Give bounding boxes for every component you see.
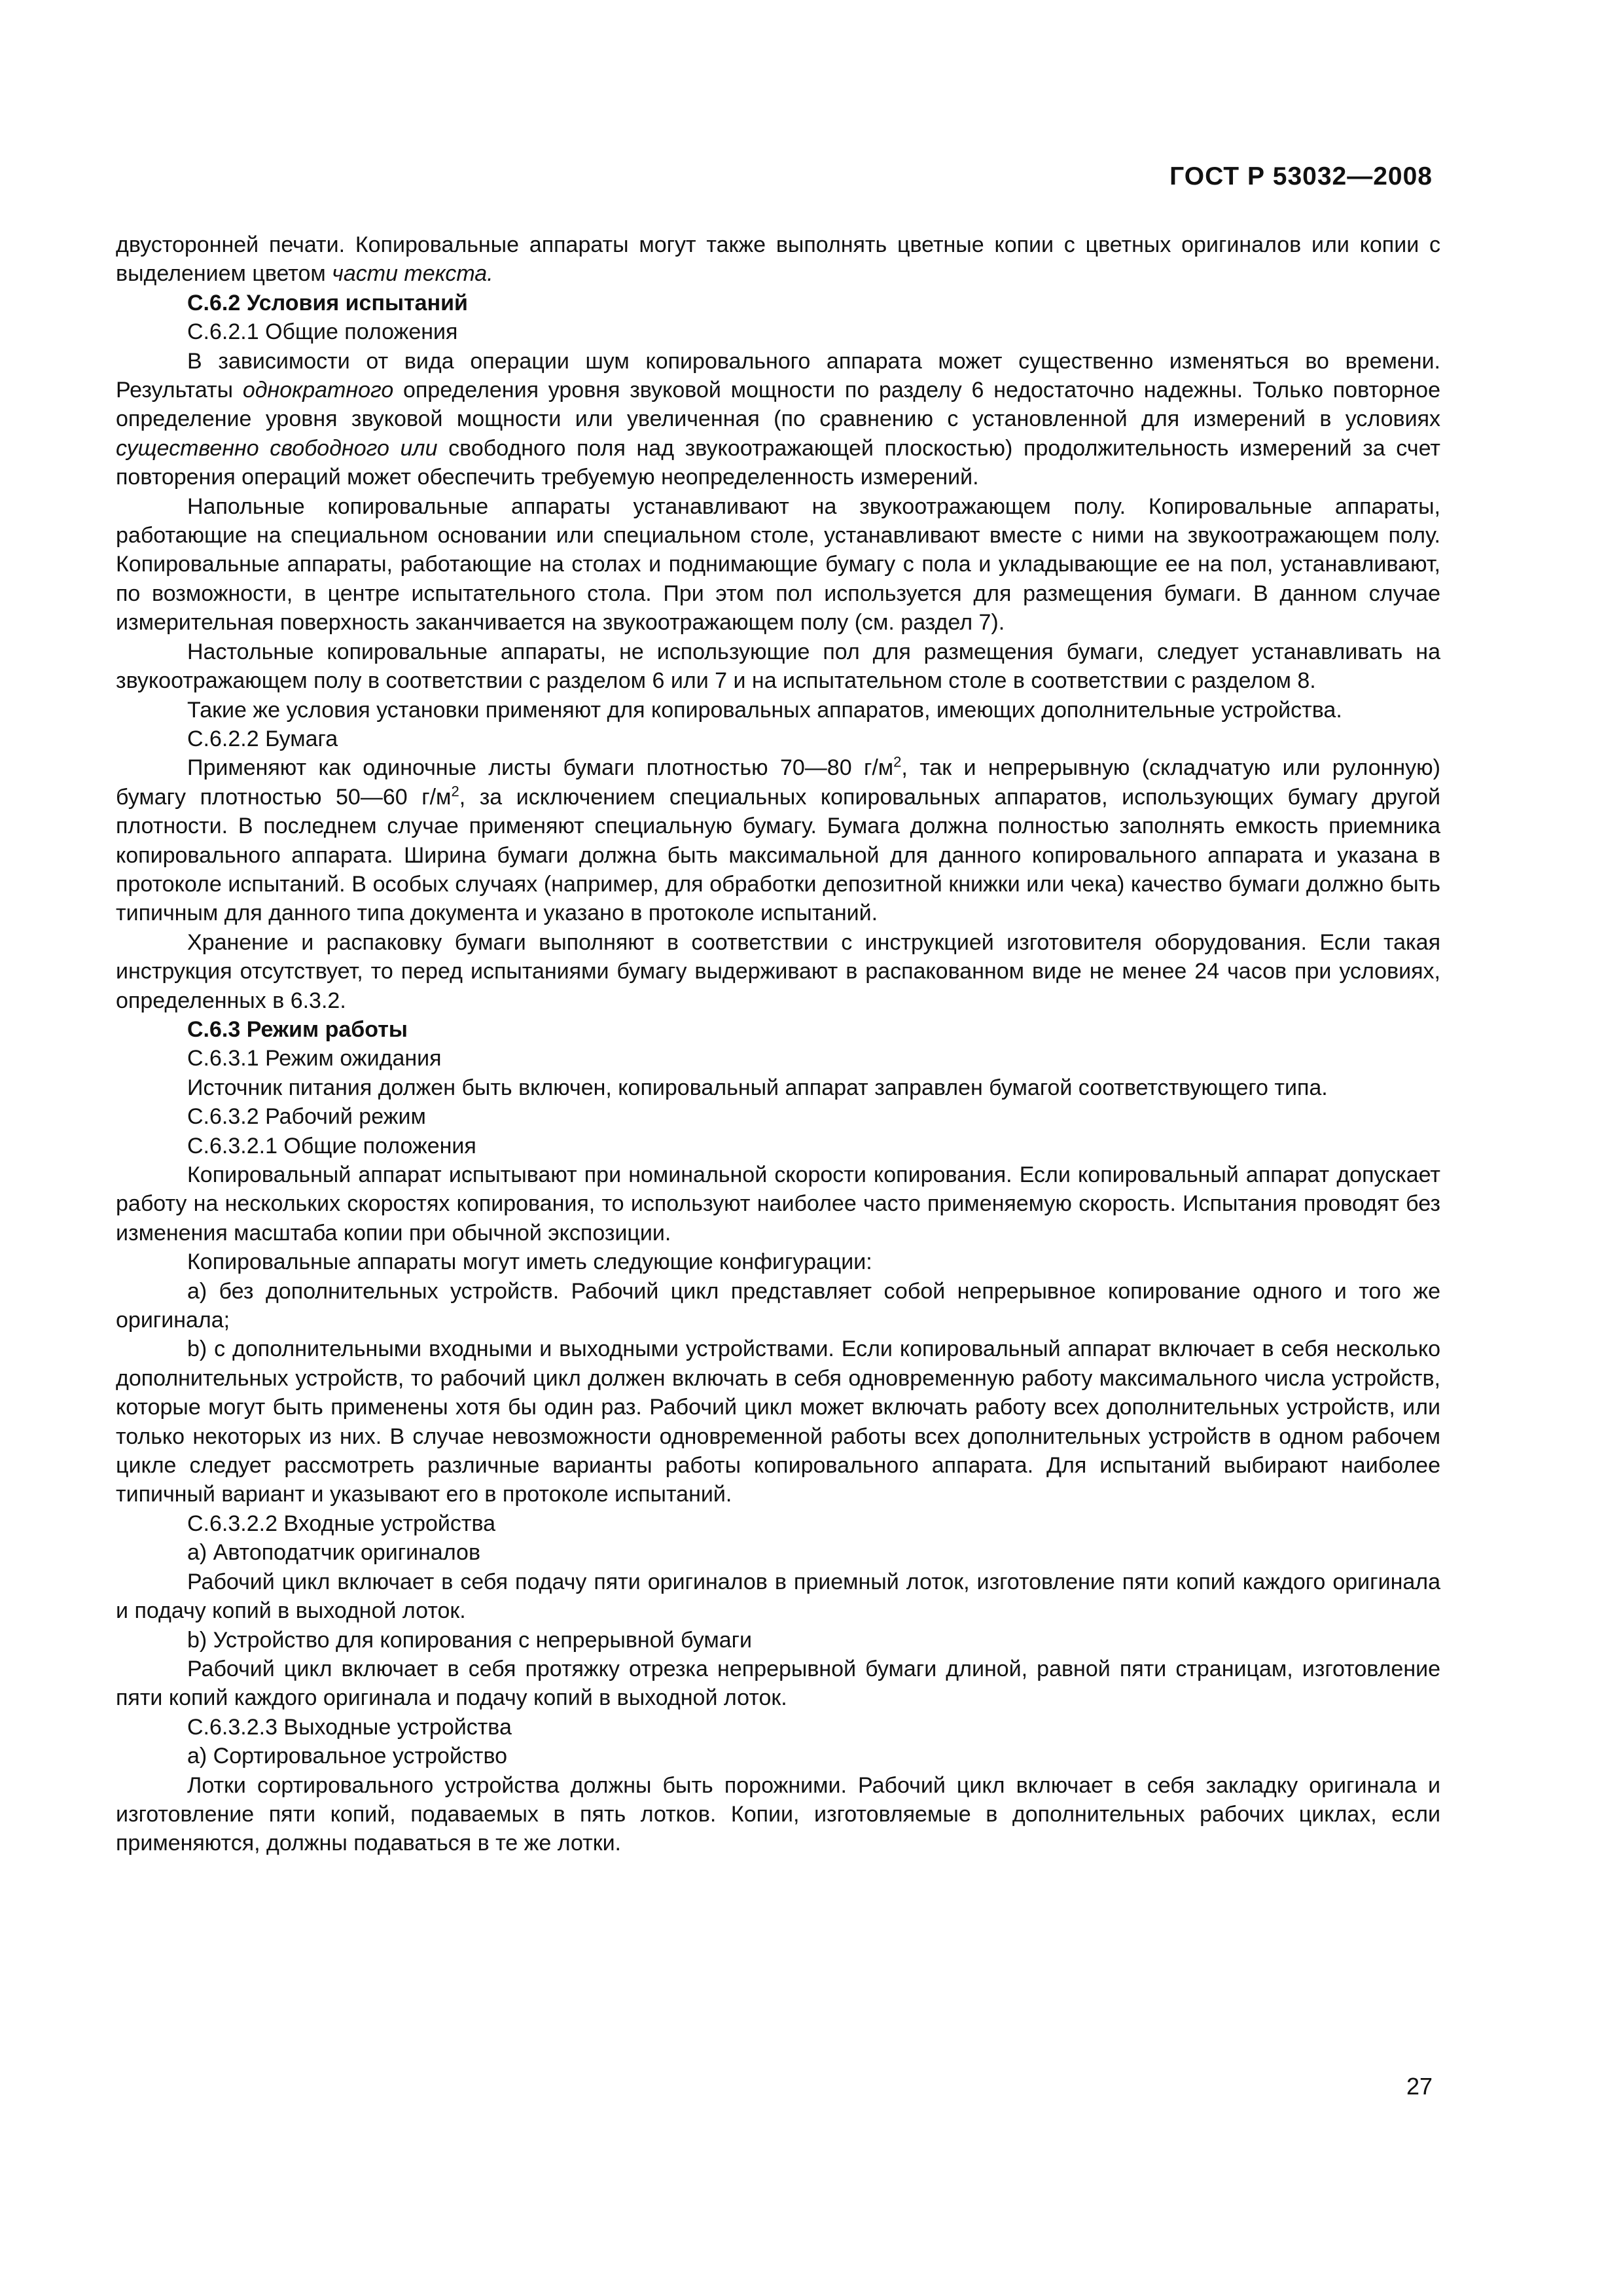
text-run: Источник питания должен быть включен, копировальный аппарат заправлен бумагой соответствующего типа. xyxy=(187,1075,1328,1100)
text-run: а) Автоподатчик оригиналов xyxy=(187,1540,481,1566)
paragraph xyxy=(116,1538,1440,1567)
paragraph xyxy=(116,753,1440,927)
text-run: С.6.2.2 Бумага xyxy=(187,726,338,751)
text-run: Копировальный аппарат испытывают при номинальной скорости копирования. Если копировальный аппарат допускает работу на нескольких скоростях копирования, то используют наиболее часто применяемую скорость. Испытания проводят без изменения масштаба копии при обычной экспозиции. xyxy=(116,1162,1440,1246)
paragraph xyxy=(116,1713,1440,1742)
italic-text: части текста. xyxy=(332,261,493,287)
text-run: Рабочий цикл включает в себя подачу пяти оригиналов в приемный лоток, изготовление пяти копий каждого оригинала и подачу копий в выходной лоток. xyxy=(116,1569,1440,1624)
text-run: Такие же условия установки применяют для копировальных аппаратов, имеющих дополнительные устройства. xyxy=(187,697,1342,723)
text-run: определения уровня звуковой мощности по разделу 6 недостаточно надежны. Только повторное определение уровня звуковой мощности или увеличенная (по сравнению с установленной для измерений в условиях xyxy=(116,378,1441,432)
text-run: В зависимости от вида операции шум копировального аппарата может существенно изменяться во времени. Результаты xyxy=(116,348,1440,403)
text-run: Хранение и распаковку бумаги выполняют в соответствии с инструкцией изготовителя оборудования. Если такая инструкция отсутствует, то перед испытаниями бумагу выдерживают в распакованном виде не менее 24 часов при условиях, определенных в 6.3.2. xyxy=(116,929,1440,1013)
text-run: С.6.3.2.2 Входные устройства xyxy=(187,1511,496,1536)
paragraph xyxy=(116,1132,1440,1160)
paragraph xyxy=(116,1073,1440,1102)
paragraph xyxy=(116,1509,1440,1538)
document-id-header: ГОСТ Р 53032—2008 xyxy=(1169,162,1433,190)
paragraph xyxy=(116,317,1440,346)
text-run: а) Сортировальное устройство xyxy=(187,1744,508,1769)
text-run: , так и непрерывную (складчатую или рулонную) бумагу плотностью 50—60 г/м xyxy=(116,755,1441,810)
text-run: С.6.2 Условия испытаний xyxy=(187,290,468,315)
text-run: Лотки сортировального устройства должны быть порожними. Рабочий цикл включает в себя закладку оригинала и изготовление пяти копий, подаваемых в пять лотков. Копии, изготовляемые в дополнительных рабочих циклах, если применяются, должны подаваться в те же лотки. xyxy=(116,1772,1440,1856)
paragraph xyxy=(116,637,1440,696)
text-run: Напольные копировальные аппараты устанавливают на звукоотражающем полу. Копировальные аппараты, работающие на специальном основании или специальном столе, устанавливают вместе с ними на звукоотражающем полу. Копировальные аппараты, работающие на столах и поднимающие бумагу с пола и укладывающие ее на пол, устанавливают, по возможности, в центре испытательного стола. При этом пол используется для размещения бумаги. В данном случае измерительная поверхность заканчивается на звукоотражающем полу (см. раздел 7). xyxy=(116,493,1440,636)
text-run: b) с дополнительными входными и выходными устройствами. Если копировальный аппарат включает в себя несколько дополнительных устройств, то рабочий цикл должен включать в себя одновременную работу максимального числа устройств, которые могут быть применены хотя бы один раз. Рабочий цикл может включать работу всех дополнительных устройств, или только некоторых из них. В случае невозможности одновременной работы всех дополнительных устройств в одном рабочем цикле следует рассмотреть различные варианты работы копировального аппарата. Для испытаний выбирают наиболее типичный вариант и указывают его в протоколе испытаний. xyxy=(116,1336,1440,1507)
text-run: а) без дополнительных устройств. Рабочий цикл представляет собой непрерывное копирование одного и того же оригинала; xyxy=(116,1278,1440,1333)
section-heading xyxy=(116,289,1440,317)
paragraph xyxy=(116,1247,1440,1276)
text-run: Настольные копировальные аппараты, не использующие пол для размещения бумаги, следует устанавливать на звукоотражающем полу в соответствии с разделом 6 или 7 и на испытательном столе в соответствии с разделом 8. xyxy=(116,639,1440,694)
paragraph xyxy=(116,696,1440,725)
text-run: С.6.3.2.3 Выходные устройства xyxy=(187,1714,512,1740)
italic-text: существенно свободного или xyxy=(116,435,438,461)
superscript: 2 xyxy=(893,753,902,770)
text-run: свободного поля над звукоотражающей плоскостью) продолжительность измерений за счет повторения операций может обеспечить требуемую неопределенность измерений. xyxy=(116,435,1440,490)
text-run: , за исключением специальных копировальных аппаратов, использующих бумагу другой плотности. В последнем случае применяют специальную бумагу. Бумага должна полностью заполнять емкость приемника копировального аппарата. Ширина бумаги должна быть максимальной для данного копировального аппарата и указана в протоколе испытаний. В особых случаях (например, для обработки депозитной книжки или чека) качество бумаги должно быть типичным для данного типа документа и указано в протоколе испытаний. xyxy=(116,784,1440,926)
text-run: двусторонней печати. Копировальные аппараты могут также выполнять цветные копии с цветных оригиналов или копии с выделением цветом xyxy=(116,232,1440,287)
paragraph xyxy=(116,1335,1440,1509)
paragraph xyxy=(116,1160,1440,1247)
section-heading xyxy=(116,1015,1440,1044)
paragraph xyxy=(116,1102,1440,1131)
paragraph xyxy=(116,492,1440,637)
paragraph xyxy=(116,347,1440,492)
paragraph xyxy=(116,725,1440,753)
document-body xyxy=(116,230,1440,1858)
paragraph xyxy=(116,1626,1440,1655)
text-run: С.6.3 Режим работы xyxy=(187,1016,408,1042)
italic-text: однократного xyxy=(242,378,394,403)
page-number: 27 xyxy=(1406,2073,1433,2100)
text-run: С.6.3.2 Рабочий режим xyxy=(187,1104,426,1130)
text-run: С.6.3.2.1 Общие положения xyxy=(187,1133,476,1158)
paragraph xyxy=(116,1742,1440,1770)
paragraph xyxy=(116,1044,1440,1073)
paragraph xyxy=(116,230,1440,289)
paragraph xyxy=(116,1277,1440,1335)
paragraph xyxy=(116,928,1440,1015)
text-run: Копировальные аппараты могут иметь следующие конфигурации: xyxy=(187,1249,872,1275)
paragraph xyxy=(116,1655,1440,1713)
text-run: С.6.3.1 Режим ожидания xyxy=(187,1046,442,1071)
text-run: Применяют как одиночные листы бумаги плотностью 70—80 г/м xyxy=(187,755,894,781)
text-run: Рабочий цикл включает в себя протяжку отрезка непрерывной бумаги длиной, равной пяти страницам, изготовление пяти копий каждого оригинала и подачу копий в выходной лоток. xyxy=(116,1656,1440,1711)
paragraph xyxy=(116,1568,1440,1626)
text-run: С.6.2.1 Общие положения xyxy=(187,319,458,345)
text-run: b) Устройство для копирования с непрерывной бумаги xyxy=(187,1627,753,1653)
superscript: 2 xyxy=(451,783,459,800)
paragraph xyxy=(116,1771,1440,1858)
